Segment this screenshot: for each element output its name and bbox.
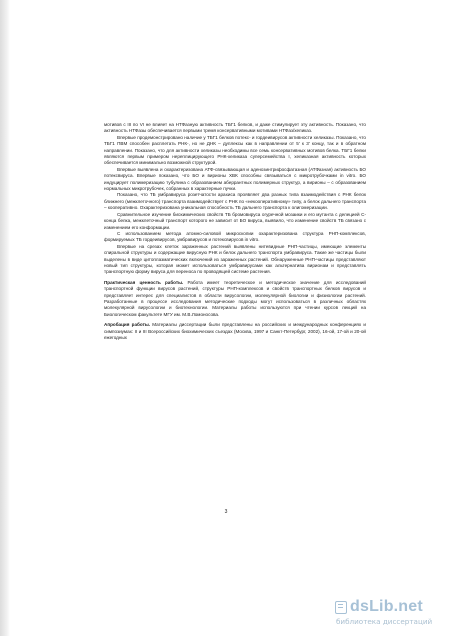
watermark-logo-text: dsLib.net — [350, 598, 423, 615]
watermark-subtitle: библиотека диссертаций — [336, 617, 433, 626]
paragraph: С использованием метода атомно-силовой микроскопии охарактеризована структура РНП-комплексов, формируемых ТБ гордеивирусов, умбравирусов и потексвирусов in vitro. — [104, 230, 366, 243]
paragraph: Показано, что ТБ умбравируса розетчатости арахиса проявляет два разных типа взаимодействия с РНК белок ближнего (межклеточного) транспорта взаимодействует с РНК по «некооперативному» типу, а белок дальнего транспорта – кооперативно. Охарактеризована уникальная способность ТБ дальнего транспорта к олигомеризации. — [104, 192, 366, 211]
page-number: 3 — [224, 509, 228, 515]
paragraph: Впервые выявлена и охарактеризована АТФ-связывающая и аденозинтрифосфатазная (АТФазная) активность БО потексвируса. Впервые показано, что БО и вирионы ХВК способны связываться с микротрубочками in vitro. БО индуцирует полимеризацию тубулина с образованием аберрантных полимерных структур, а вирионы – с образованием нормальных микротрубочек, собранных в характерные пучки. — [104, 166, 366, 192]
paragraph: Впервые на срезах клеток зараженных растений выявлены нитевидные РНП-частицы, имеющие элементы спиральной структуры и содержащие вирусную РНК и белок дальнего транспорта умбравируса. Такие же частицы были выделены в виде цитоплазматических включений из зараженных растений. Обнаруженные РНП-частицы представляют новый тип структуры, которая может использоваться умбравирусами как альтернатива вирионам и представлять транспортную форму вируса для переноса по проводящей системе растения. — [104, 243, 366, 275]
section-lead: Практическая ценность работы. — [104, 279, 184, 285]
paragraph-approbation — [104, 322, 366, 341]
book-icon — [335, 601, 347, 614]
watermark-logo — [335, 598, 423, 616]
page-binding-shadow — [0, 0, 10, 636]
paragraph-practical-value — [104, 280, 366, 318]
watermark — [335, 598, 440, 628]
paragraph: Впервые продемонстрировано наличие у ТБГ1 белков потекс- и гордеивирусов активности хеликазы. Показано, что ТБГ1 ПВМ способен расплетать РНК-, но не ДНК – дуплексы как в направлении от 5' к 3' концу, так и в обратном направлении. Показано, что для активности хеликазы необходимы все семь консервативных мотивов белка. ТБГ1 белки являются первым примером нереплицирующего РНК-хеликаза суперсемейства I, хеликазная активность которых обеспечивается минимально возможной структурой. — [104, 134, 366, 166]
section-text: Работа имеет теоретическое и методическое значение для исследований транспортной функции вирусов растений, структуры РНП-комплексов и свойств транспортных белков вирусов и представляет интерес для специалистов в области вирусологии, молекулярной биологии и физиологии растений. Разработанные в процессе исследования методические подходы могут использоваться в различных областях молекулярной вирусологии и биотехнологии. Материалы работы используются при чтении курсов лекций на Биологическом факультете МГУ им. М.В.Ломоносова. — [104, 279, 366, 317]
document-body — [104, 122, 366, 341]
paragraph: Сравнительное изучение биохимических свойств ТБ бромовируса огуречной мозаики и его мутанта с делецией С-конца белка, межклеточный транспорт которого не зависит от БО вируса, выявило, что изменение свойств ТБ связано с изменением его конформации. — [104, 211, 366, 230]
section-text: Материалы диссертации были представлены на российских и международных конференциях и симпозиумах: II и III Всероссийских биохимических съездах (Москва, 1997 и Санкт-Петербург, 2002), 16-ой, 17-ой и 20-ой ежегодных — [104, 322, 366, 340]
paragraph: мотивов с III по VI не влияет на НТФазную активность ТБГ1 белков, и даже стимулирует эту активность. Показано, что активность НТФазы обеспечивается первыми тремя консервативными мотивами НТФаз/хеликаз. — [104, 122, 366, 134]
section-lead: Апробация работы. — [104, 322, 151, 328]
